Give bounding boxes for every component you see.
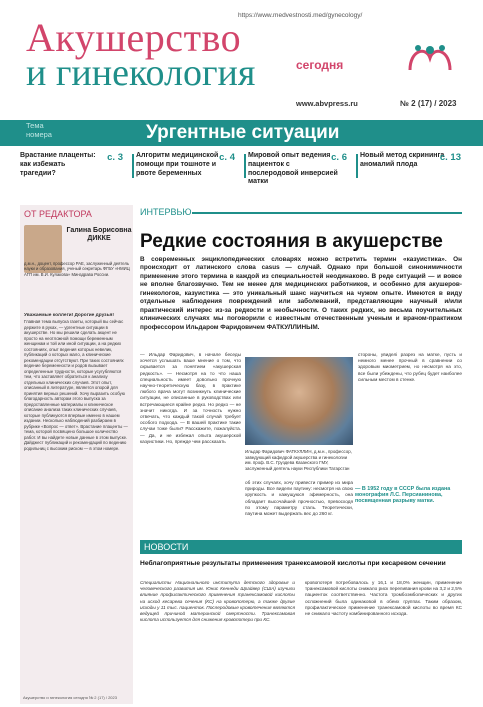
theme-title: Ургентные ситуации — [146, 122, 340, 143]
editor-sidebar — [20, 205, 133, 693]
toc-item[interactable] — [356, 152, 461, 190]
toc-text: Алгоритм медицинской помощи при тошноте и рвоте беременных — [136, 152, 219, 177]
editor-greeting: Уважаемые коллеги! Дорогие друзья! — [24, 313, 114, 318]
toc-text: Мировой опыт ведения пациенток с послеродовой инверсией матки — [248, 152, 338, 186]
masthead-subtitle: сегодня — [296, 58, 344, 72]
toc-page: с. 4 — [219, 152, 235, 163]
editor-heading: ОТ РЕДАКТОРА — [24, 209, 92, 219]
logo-icon — [400, 40, 462, 74]
interview-col-3: стороны, увиделi разрез на матке, пусть и немного менее прочный в сравнении со здоровым миометрием, но несмотря на это, все были убеждены, что рубец будет наиболее сильным местом в стенке. — [358, 352, 462, 382]
toc-text: Врастание плаценты: как избежать трагедии? — [20, 152, 96, 177]
editor-letter — [24, 313, 130, 451]
url[interactable]: https://www.medvestnosti.med/gynecology/ — [238, 12, 363, 19]
toc-item[interactable] — [244, 152, 347, 190]
interview-headline: Редкие состояния в акушерстве — [140, 231, 443, 252]
rubric-label: ИНТЕРВЬЮ — [140, 207, 192, 217]
interview-lead: В современных энциклопедических словарях можно встретить термин «казуистика». Он происходит от латинского слова casus — случай. Однако при большой синонимичности применение этого термина в каждой из специальностей неодинаково. В реде ситуаций — и вовсе не вполне благозвучно. Тем не менее для медицинских работников, и особенно для акушеров-гинекологов, казуистика — это уникальный шанс научиться на чужом опыте. Имеются в виду отдельные наблюдения повреждений или заболеваний, представляющие научный и/или практический интерес из-за редкости и необычности. О таких редких, но весьма поучительных клинических случаях мы поговорили с известным отечественным ученым и врачом-практиком профессором Ильдаром Фаридовичем ФАТКУЛЛИНЫМ. — [140, 256, 462, 331]
news-col-2: кровопотеря потребовалось у 16,1 и 18,0% женщин, применение транексамовой кислоты снижало риск переливания крови на 3,2 и 2,5% пациенток соответственно. Частота тромбоэмболических и других осложнений была одинаковой в обеих группах. Таким образом, профилактическое применение транексамовой кислоты во время КС не снижало частоту комбинированного исхода. — [305, 580, 462, 617]
toc-divider — [132, 154, 134, 178]
toc-divider — [356, 154, 358, 178]
toc-page: с. 13 — [439, 152, 461, 163]
editor-body: Главная тема выпуска газеты, который вы сейчас держите в руках, — ургентные ситуации в акушерстве. Но мы решили сделать акцент не просто на неотложной помощи беременным женщинам и той или иной ситуации, а на редких состояниях, опыт ведения которых невелик, публикаций о которых мало, а клинические рекомендации отсутствуют. При таких состояниях ведение беременности и родов вызывает определенные трудности, которые усугубляются тем, что заставляет обратиться к анализу отдельных клинических случаев. Этот опыт, описанный в литературе, является опорой для принятия верных решений. Хочу выразить особую благодарность авторам этого выпуска за предоставленные материалы и клиническое описание анализа таких клинических случаев, которые публикуются впервые именно в нашем издании. Несколько наблюдений разбираем в рубрике «Вопрос — ответ». Врастание плаценты — тема, которой посвящено большое количество работ. И вы найдете новые данные в этом выпуске. Дайджест публикаций и рекомендаций по ведению родильниц с высоким риском — в этом номере. — [24, 319, 128, 451]
toc-item[interactable] — [20, 152, 123, 190]
interview-col-1: — Ильдар Фаридович, в начале беседы хочется услышать ваше мнение о том, что скрывается за понятием «акушерская редкость». — Несмотря на то что наша специальность имеет довольно прочную научно-теоретическую базу, в практике любого врача могут возникнуть клинические ситуации, не описанные в руководствах или встречающиеся крайне редко. Но редко — не значит никогда. И за точность нужно отвечать, что каждый такой случай требует особого подхода. — В вашей практике такие случаи тоже были? Расскажите, пожалуйста. — Да, и не избежал опыта акушерской казуистики. Но, прежде чем рассказать — [140, 352, 241, 444]
news-rubric: НОВОСТИ — [144, 542, 189, 552]
toc-page: с. 6 — [331, 152, 347, 163]
toc-text: Новый метод скрининга аномалий плода — [360, 152, 445, 168]
news-col-1: Специалисты Национального института детского здоровья и человеческого развития им. Юнис Кеннеди Шрайвер (США) изучили влияние профилактического применения транексамовой кислоты на исход кесарева сечения (КС) на кровопотерю, а также другие исходы у 11 тыс. пациенток. Послеродовые кровотечения являются ведущей причиной материнской смертности. Транексамовая кислота используется для снижения кровопотери при КС. — [140, 580, 295, 623]
interview-rubric — [140, 207, 462, 222]
toc-page: с. 3 — [107, 152, 123, 163]
editor-credentials: д.м.н., доцент, профессор РАЕ, заслуженный деятель науки и образования, ученый секретарь ФГБУ «НМИЦ АГП им. В.И. Кулакова» Минздрава России. — [24, 261, 130, 277]
portrait-caption: Ильдар Фаридович ФАТКУЛЛИН, д.м.н., профессор, заведующий кафедрой акушерства и гинекологии им. проф. В.С. Груздева Казанского ГМУ, заслуженный деятель науки Республики Татарстан — [245, 449, 352, 471]
theme-label: Тема номера — [26, 121, 52, 139]
interview-col-2: об этих случаях, хочу привести пример из мира природы. Все видели паутину: несмотря на свою хрупкость и кажущуюся эфемерность, она обладает высочайшей прочностью, превосходя по этому параметру сталь. Теоретически, паутина может выдержать вес до 260 кг. — [245, 480, 353, 517]
news-headline: Неблагоприятные результаты применения транексамовой кислоты при кесаревом сечении — [140, 560, 446, 567]
toc-item[interactable] — [132, 152, 235, 190]
theme-band — [0, 120, 483, 146]
rubric-line — [192, 212, 462, 214]
interview-quote: — В 1952 году в СССР была издана монография Л.С. Персианинова, посвященная разрыву матки. — [355, 486, 451, 504]
footer: Акушерство и гинекология сегодня № 2 (17) / 2023 — [20, 692, 133, 704]
portrait-photo — [245, 357, 353, 445]
masthead-title-2: и гинекология — [26, 52, 256, 94]
site-url[interactable]: www.abvpress.ru — [296, 99, 358, 108]
masthead-title-1: Акушерство — [26, 15, 242, 60]
editor-name: Галина Борисовна ДИККЕ — [66, 227, 132, 243]
issue-number: № 2 (17) / 2023 — [400, 99, 457, 108]
news-band — [140, 540, 462, 554]
toc-divider — [244, 154, 246, 178]
